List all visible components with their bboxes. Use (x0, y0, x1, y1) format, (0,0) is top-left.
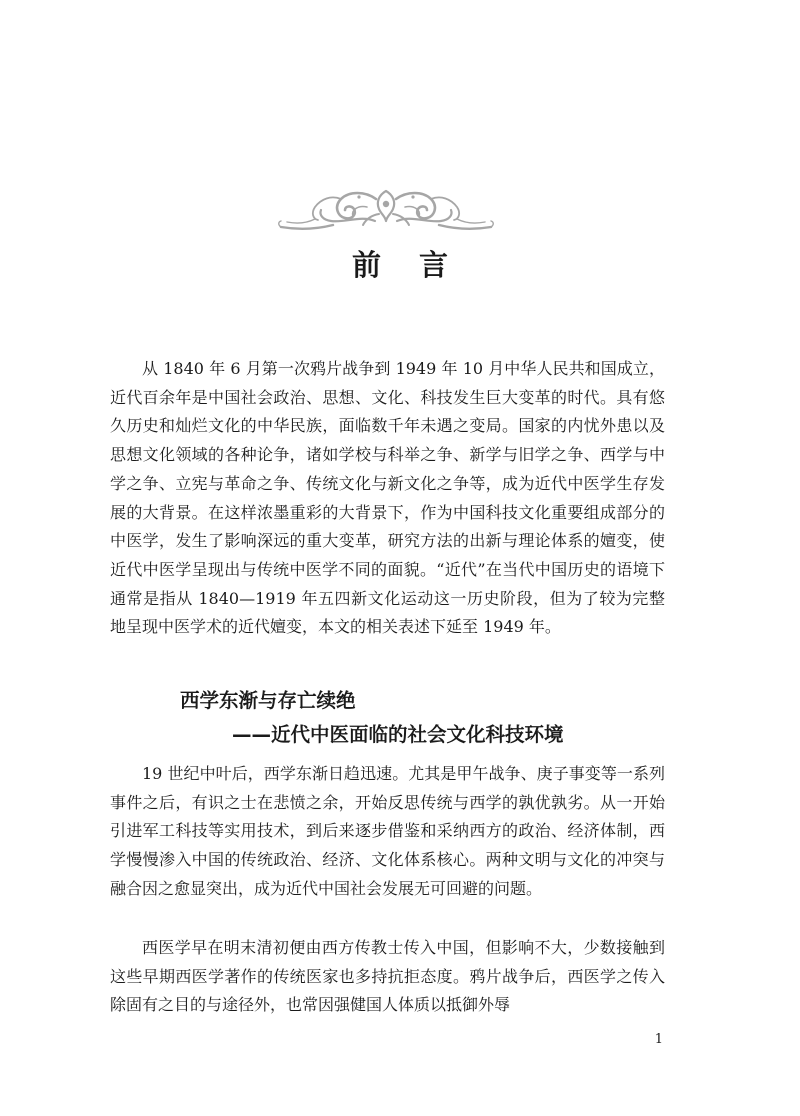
intro-paragraph: 从 1840 年 6 月第一次鸦片战争到 1949 年 10 月中华人民共和国成立，近代百余年是中国社会政治、思想、文化、科技发生巨大变革的时代。具有悠久历史和灿烂文化的中华民族，面临数千年未遇之变局。国家的内忧外患以及思想文化领域的各种论争，诸如学校与科举之争、新学与旧学之争、西学与中学之争、立宪与革命之争、传统文化与新文化之争等，成为近代中医学生存发展的大背景。在这样浓墨重彩的大背景下，作为中国科技文化重要组成部分的中医学，发生了影响深远的重大变革，研究方法的出新与理论体系的嬗变，使近代中医学呈现出与传统中医学不同的面貌。“近代”在当代中国历史的语境下通常是指从 1840—1919 年五四新文化运动这一历史阶段，但为了较为完整地呈现中医学术的近代嬗变，本文的相关表述下延至 1949 年。 (110, 359, 665, 637)
page-number: 1 (654, 1032, 663, 1047)
page-title: 前言 (351, 248, 486, 282)
decorative-flourish-icon (275, 185, 497, 237)
section-subheading: ——近代中医面临的社会文化科技环境 (232, 723, 564, 746)
section-heading: 西学东渐与存亡续绝 (180, 689, 356, 712)
body-paragraph: 19 世纪中叶后，西学东渐日趋迅速。尤其是甲午战争、庚子事变等一系列事件之后，有识之士在悲愤之余，开始反思传统与西学的孰优孰劣。从一开始引进军工科技等实用技术，到后来逐步借鉴和采纳西方的政治、经济体制，西学慢慢渗入中国的传统政治、经济、文化体系核心。两种文明与文化的冲突与融合因之愈显突出，成为近代中国社会发展无可回避的问题。 (110, 764, 665, 898)
body-paragraph: 西医学早在明末清初便由西方传教士传入中国，但影响不大，少数接触到这些早期西医学著作的传统医家也多持抗拒态度。鸦片战争后，西医学之传入除固有之目的与途径外，也常因强健国人体质以抵御外辱 (110, 938, 665, 1015)
